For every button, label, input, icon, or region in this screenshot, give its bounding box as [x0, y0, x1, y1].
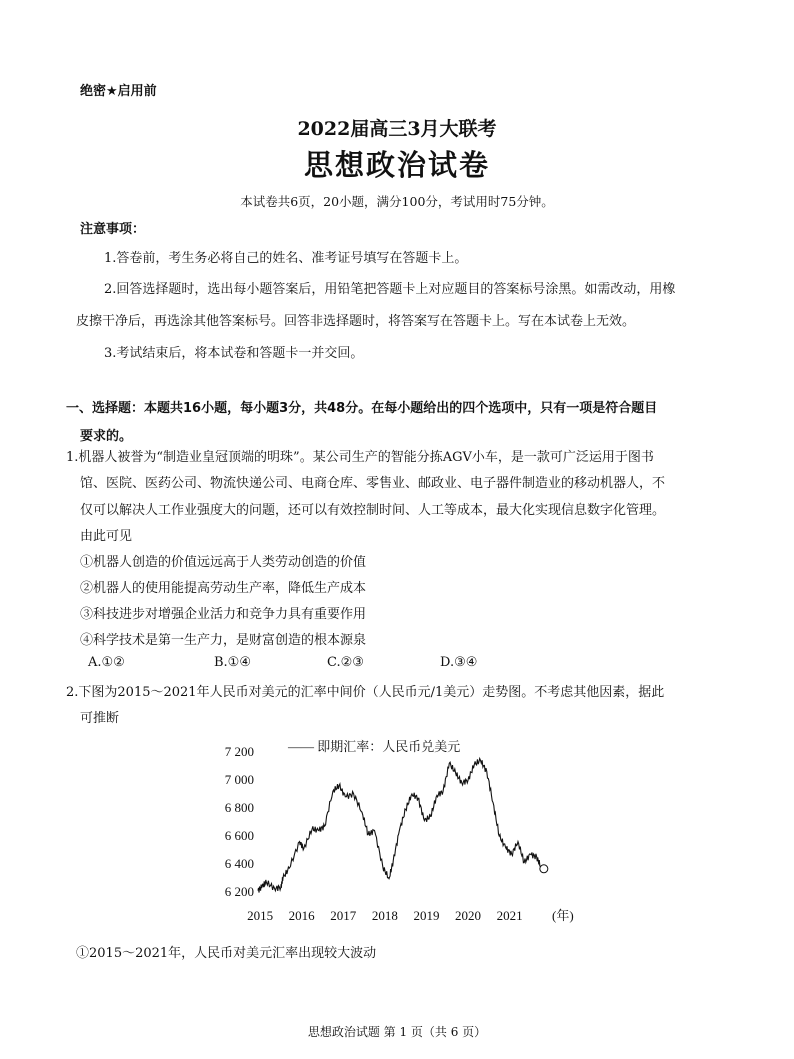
- x-tick-label: 2017: [330, 908, 357, 923]
- section-heading-line1: 一、选择题：本题共16小题，每小题3分，共48分。在每小题给出的四个选项中，只有一项是符合题目: [66, 401, 658, 416]
- exam-title: 2022届高三3月大联考: [297, 118, 497, 140]
- confidential-label: 绝密★启用前: [80, 84, 157, 99]
- exam-info: 本试卷共6页，20小题，满分100分，考试用时75分钟。: [240, 194, 554, 209]
- notice-line-1: 1.答卷前，考生务必将自己的姓名、准考证号填写在答题卡上。: [104, 251, 468, 266]
- x-tick-label: 2021: [496, 908, 523, 923]
- q1-statement-3: ③科技进步对增强企业活力和竞争力具有重要作用: [80, 607, 367, 622]
- q2-line-2: 可推断: [80, 711, 120, 726]
- q1-line-3: 仅可以解决人工作业强度大的问题，还可以有效控制时间、人工等成本，最大化实现信息数字化管理。: [80, 503, 666, 518]
- subject-title: 思想政治试卷: [303, 148, 490, 182]
- q1-option-c: C.②③: [327, 655, 364, 670]
- q1-line-2: 馆、医院、医药公司、物流快递公司、电商仓库、零售业、邮政业、电子器件制造业的移动机器人，不: [80, 476, 666, 491]
- y-tick-label: 6 400: [224, 856, 254, 871]
- section-heading-line2: 要求的。: [80, 429, 133, 444]
- chart-legend: —— 即期汇率：人民币兑美元: [288, 739, 461, 754]
- x-tick-label: 2018: [371, 908, 398, 923]
- x-tick-label: 2019: [413, 908, 440, 923]
- q1-statement-2: ②机器人的使用能提高劳动生产率，降低生产成本: [80, 581, 367, 596]
- q1-option-b: B.①④: [214, 655, 251, 670]
- series-line: [258, 759, 541, 893]
- x-tick-label: 2020: [455, 908, 482, 923]
- x-tick-label: 2016: [288, 908, 315, 923]
- page-footer: 思想政治试题 第 1 页（共 6 页）: [307, 1025, 487, 1039]
- notice-line-3: 3.考试结束后，将本试卷和答题卡一并交回。: [104, 346, 364, 361]
- x-axis-label: (年): [552, 908, 574, 923]
- q1-line-1: 1.机器人被誉为“制造业皇冠顶端的明珠”。某公司生产的智能分拣AGV小车，是一款可广泛运用于图书: [66, 450, 654, 465]
- y-tick-label: 7 000: [224, 772, 254, 787]
- y-tick-label: 6 600: [224, 828, 254, 843]
- q2-line-1: 2.下图为2015～2021年人民币对美元的汇率中间价（人民币元/1美元）走势图。不考虑其他因素，据此: [66, 685, 665, 700]
- q1-line-4: 由此可见: [80, 529, 133, 544]
- q1-option-d: D.③④: [440, 655, 478, 670]
- exchange-rate-chart: [224, 730, 580, 925]
- q2-statement-1: ①2015～2021年，人民币对美元汇率出现较大波动: [76, 946, 377, 961]
- y-tick-label: 7 200: [224, 744, 254, 759]
- x-tick-label: 2015: [247, 908, 274, 923]
- notice-title: 注意事项：: [80, 222, 146, 237]
- notice-line-2b: 皮擦干净后，再选涂其他答案标号。回答非选择题时，将答案写在答题卡上。写在本试卷上无效。: [76, 314, 636, 329]
- q1-statement-4: ④科学技术是第一生产力，是财富创造的根本源泉: [80, 633, 367, 648]
- y-tick-label: 6 800: [224, 800, 254, 815]
- q1-option-a: A.①②: [88, 655, 125, 670]
- q1-statement-1: ①机器人创造的价值远远高于人类劳动创造的价值: [80, 555, 367, 570]
- y-tick-label: 6 200: [224, 884, 254, 899]
- notice-line-2a: 2.回答选择题时，选出每小题答案后，用铅笔把答题卡上对应题目的答案标号涂黑。如需改动，用橡: [104, 282, 676, 297]
- series-end-marker: [540, 865, 548, 873]
